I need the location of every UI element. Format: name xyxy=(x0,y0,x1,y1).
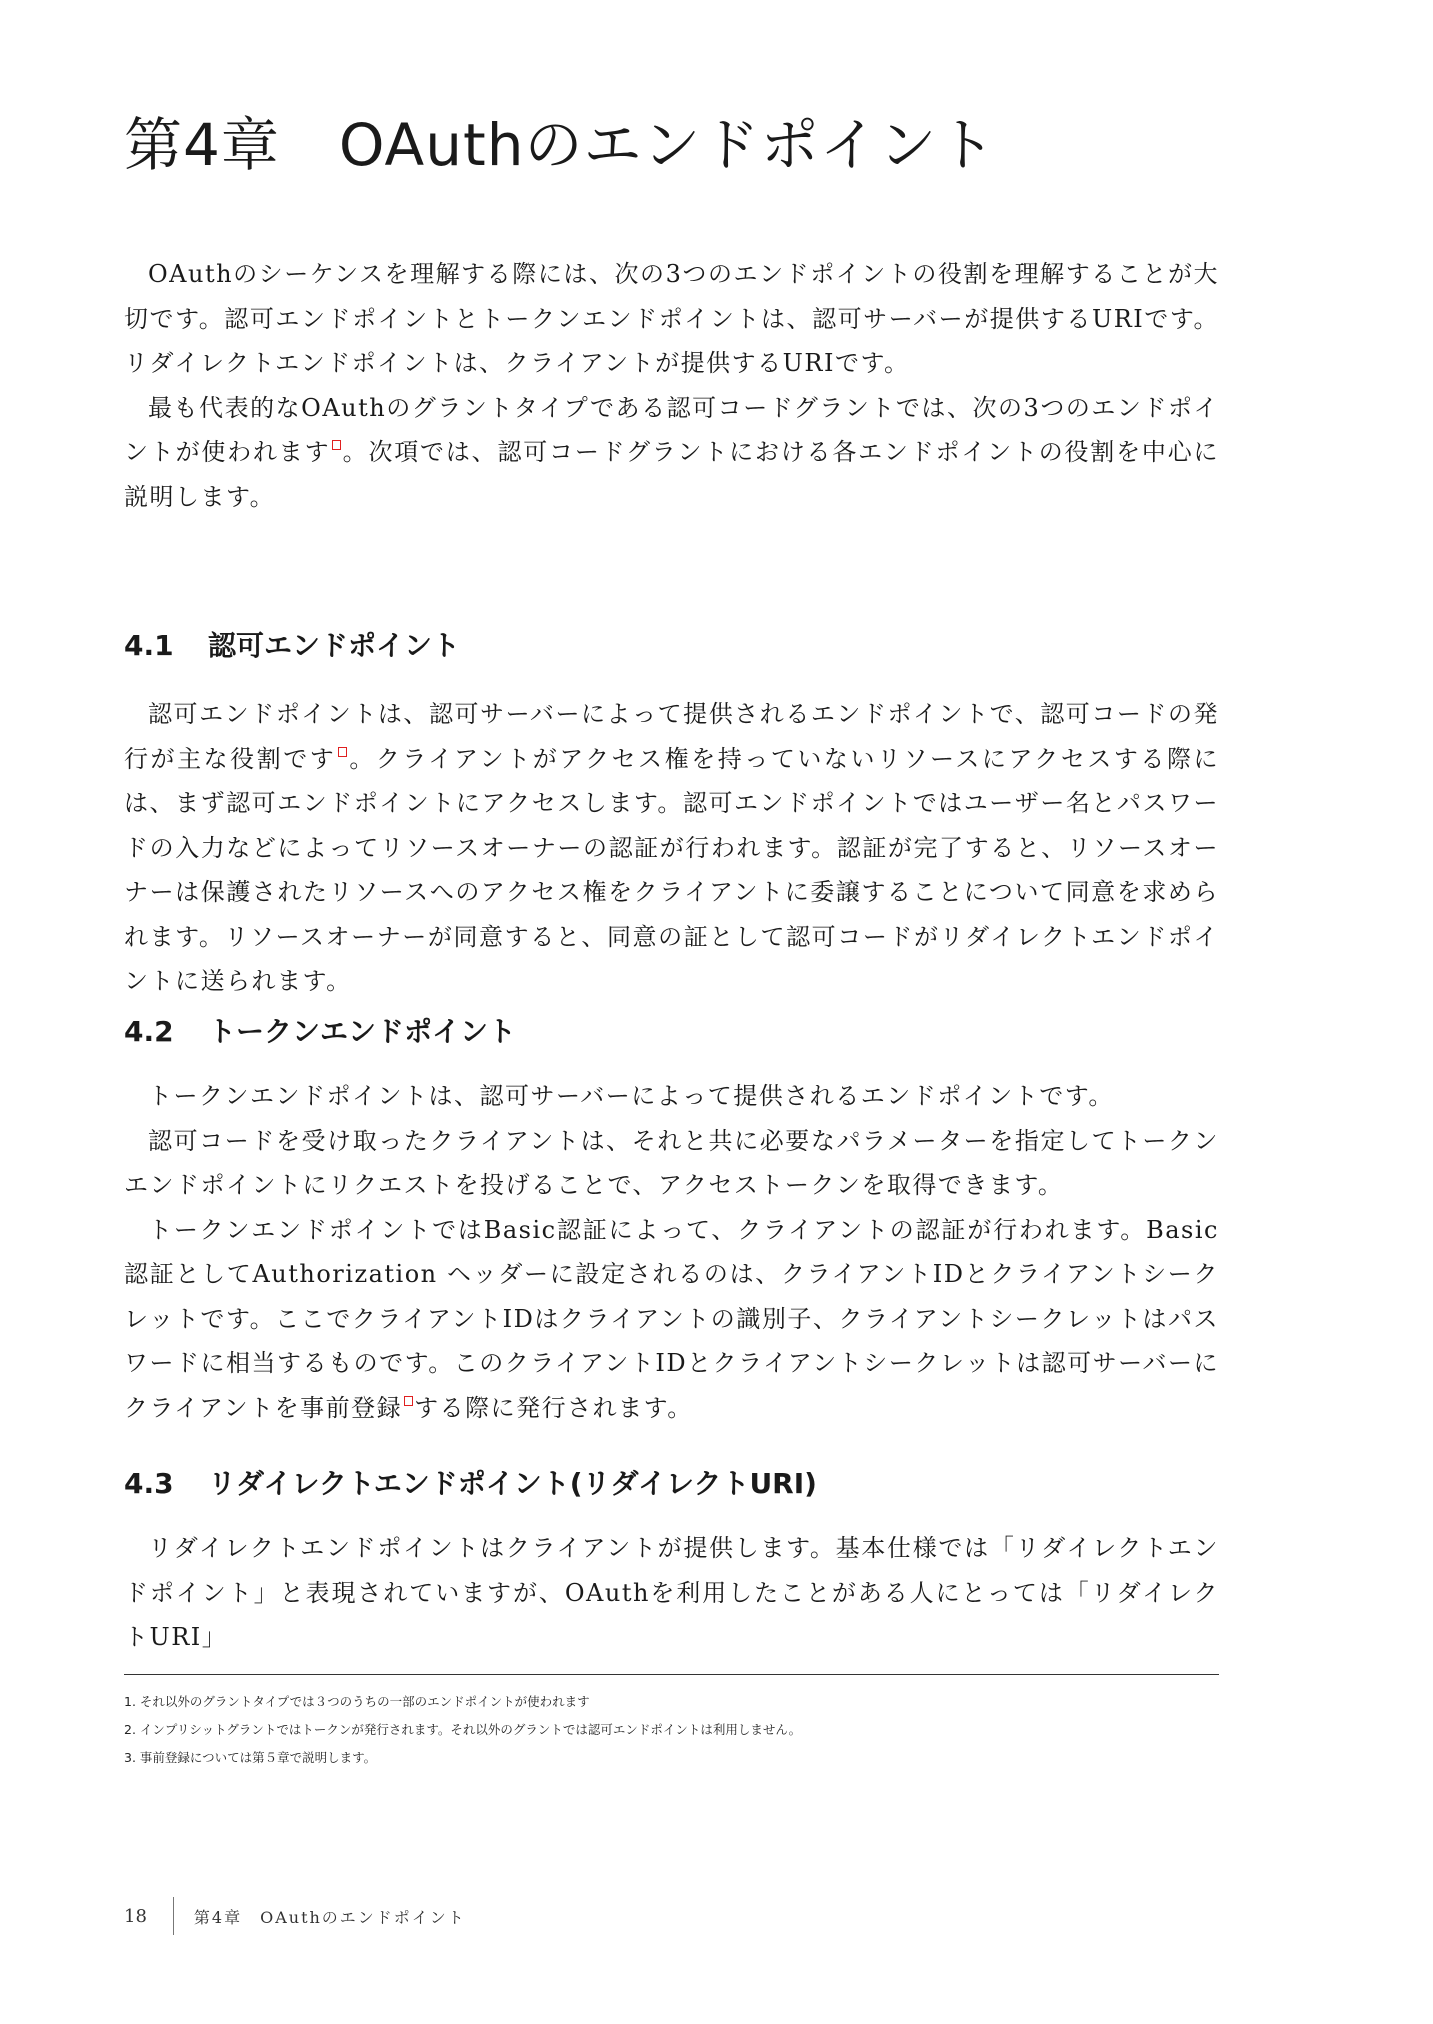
section-4-3-paragraph-1: リダイレクトエンドポイントはクライアントが提供します。基本仕様では「リダイレクトエンドポイント」と表現されていますが、OAuthを利用したことがある人にとっては「リダイレクトURI」 xyxy=(124,1534,1219,1651)
footnote-1: 1. それ以外のグラントタイプでは３つのうちの一部のエンドポイントが使われます xyxy=(124,1694,590,1709)
section-heading-4-1: 4.1 認可エンドポイント xyxy=(124,629,461,662)
intro-body xyxy=(124,252,1219,519)
footer-divider xyxy=(173,1897,174,1935)
section-4-2-paragraph-3: トークンエンドポイントではBasic認証によって、クライアントの認証が行われます。Basic認証としてAuthorization ヘッダーに設定されるのは、クライアントIDとクライアントシークレットです。ここでクライアントIDはクライアントの識別子、クライアントシークレットはパスワードに相当するものです。このクライアントIDとクライアントシークレットは認可サーバーにクライアントを事前登録 する際に発行されます。 xyxy=(124,1215,1219,1422)
section-heading-4-2: 4.2 トークンエンドポイント xyxy=(124,1015,517,1048)
section-4-2-paragraph-1: トークンエンドポイントは、認可サーバーによって提供されるエンドポイントです。 xyxy=(148,1082,1114,1110)
chapter-title: 第4章 OAuthのエンドポイント xyxy=(124,111,997,179)
footnote-3: 3. 事前登録については第５章で説明します。 xyxy=(124,1750,377,1765)
section-4-1-paragraph-1: 認可エンドポイントは、認可サーバーによって提供されるエンドポイントで、認可コードの発行が主な役割です 。クライアントがアクセス権を持っていないリソースにアクセスする際には、まず認可エンドポイントにアクセスします。認可エンドポイントではユーザー名とパスワードの入力などによってリソースオーナーの認証が行われます。認証が完了すると、リソースオーナーは保護されたリソースへのアクセス権をクライアントに委譲することについて同意を求められます。リソースオーナーが同意すると、同意の証として認可コードがリダイレクトエンドポイントに送られます。 xyxy=(124,700,1220,995)
footnote-marker-2[interactable] xyxy=(338,747,347,757)
footnotes xyxy=(124,1688,1219,1772)
intro-paragraph-1: OAuthのシーケンスを理解する際には、次の3つのエンドポイントの役割を理解することが大切です。認可エンドポイントとトークンエンドポイントは、認可サーバーが提供するURIです。リダイレクトエンドポイントは、クライアントが提供するURIです。 xyxy=(124,260,1219,377)
page-number: 18 xyxy=(124,1905,147,1927)
footnote-2: 2. インプリシットグラントではトークンが発行されます。それ以外のグラントでは認可エンドポイントは利用しません。 xyxy=(124,1722,802,1737)
footnote-marker-3[interactable] xyxy=(404,1396,413,1406)
footnote-divider xyxy=(124,1674,1219,1675)
section-4-2-body xyxy=(124,1074,1219,1430)
section-4-1-body xyxy=(124,692,1219,1004)
section-4-3-body xyxy=(124,1526,1219,1660)
running-title: 第4章 OAuthのエンドポイント xyxy=(193,1907,466,1927)
intro-paragraph-2: 最も代表的なOAuthのグラントタイプである認可コードグラントでは、次の3つのエンドポイントが使われます 。次項では、認可コードグラントにおける各エンドポイントの役割を中心に説明します。 xyxy=(124,393,1219,511)
page-footer xyxy=(124,1896,466,1936)
section-4-2-paragraph-2: 認可コードを受け取ったクライアントは、それと共に必要なパラメーターを指定してトークンエンドポイントにリクエストを投げることで、アクセストークンを取得できます。 xyxy=(124,1126,1219,1199)
footnote-marker-1[interactable] xyxy=(332,440,341,450)
section-heading-4-3: 4.3 リダイレクトエンドポイント(リダイレクトURI) xyxy=(124,1467,817,1500)
